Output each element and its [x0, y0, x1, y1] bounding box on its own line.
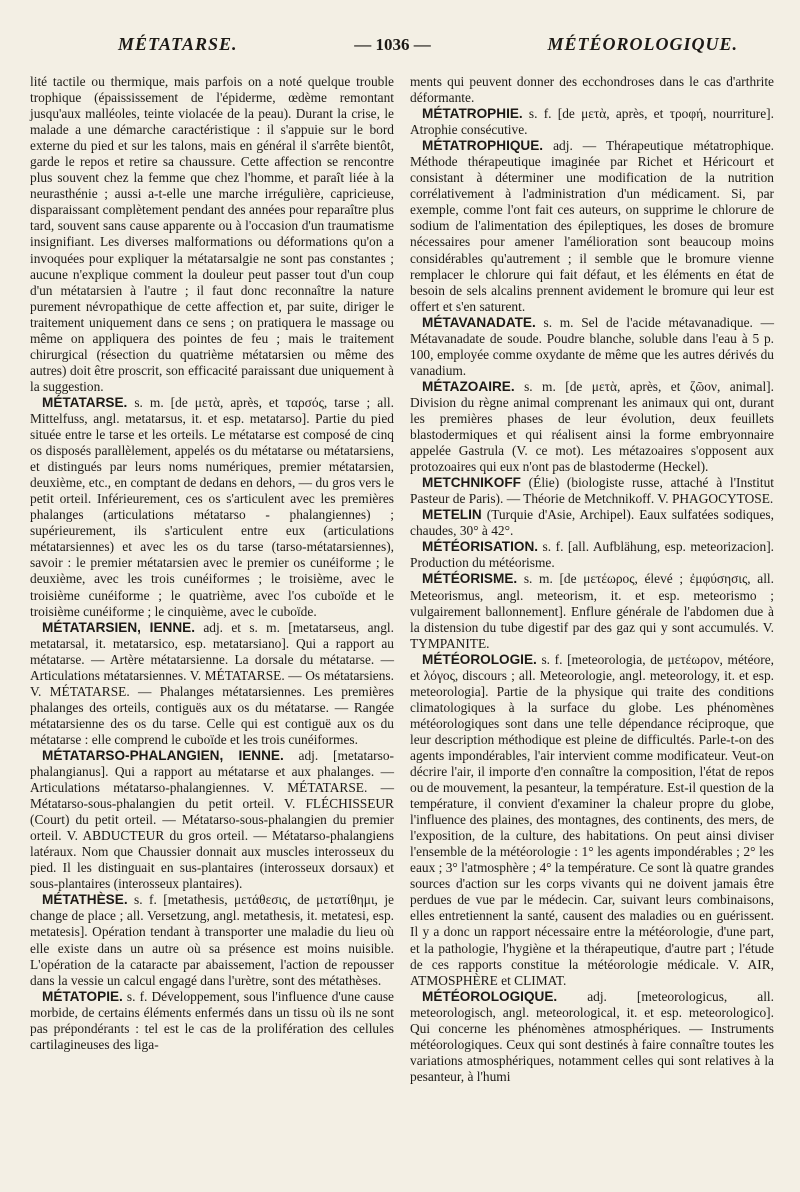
entry-definition: (Turquie d'Asie, Archipel). Eaux sulfatées sodiques, chaudes, 30° à 42°. [410, 507, 774, 539]
entry-definition: (Élie) (biologiste russe, attaché à l'Institut Pasteur de Paris). — Théorie de Metchnikoff. V. PHAGOCYTOSE. [410, 475, 774, 507]
dictionary-entry [410, 315, 774, 379]
entry-definition: s. f. Développement, sous l'influence d'une cause morbide, de certains éléments enfermés dans un tissu où ils ne sont pas prépondérants : tel est le cas de la prolifération des cellules cartilagineuses des liga- [30, 988, 394, 1052]
dictionary-entry [410, 652, 774, 989]
dictionary-entry [410, 507, 774, 539]
entry-headword: MÉTÉOROLOGIE. [422, 651, 537, 667]
continued-text: ments qui peuvent donner des ecchondroses dans le cas d'arthrite déformante. [410, 74, 774, 106]
entry-headword: MÉTATROPHIE. [422, 106, 523, 122]
entry-definition: s. f. [all. Aufblähung, esp. meteorizacion]. Production du météorisme. [410, 539, 774, 571]
entry-definition: adj. et s. m. [metatarseus, angl. metatarsal, it. metatarsico, esp. metatarsiano]. Qui a rapport au métatarse. — Artère métatarsienne. La dorsale du métatarse. — Articulations métatarsiennes. V. MÉTATARSE. — Os métatarsiens. V. MÉTATARSE. — Phalanges métatarsiennes. Les premières phalanges des orteils, contiguës aux os du métatarse. — Rangée métatarsienne des os du tarse. Celle qui est contiguë aux os du métatarse : elle comprend le cuboïde et les trois cunéiformes. [30, 619, 394, 747]
dictionary-entry [410, 379, 774, 475]
entry-definition: s. m. [de μετέωρος, élevé ; ἐμφύσησις, all. Meteorismus, angl. meteorism, it. et esp. meteorismo ; vulgairement ballonnement]. Enflure générale de l'abdomen due à la distension du tube digestif par des gaz qui y sont accumulés. V. TYMPANITE. [410, 571, 774, 651]
entry-headword: MÉTÉORISATION. [422, 539, 539, 555]
entry-definition: s. f. [meteorologia, de μετέωρον, météore, et λόγος, discours ; all. Meteorologie, angl. meteorology, it. et esp. meteorologia]. Partie de la physique qui traite des conditions climatologiques à la surface du globe. Les phénomènes météorologiques sont dans une telle dépendance réciproque, que leur description méthodique est pleine de difficultés. Parle-t-on des agents impondérables, l'air intervient comme modificateur. Veut-on décrire l'air, il importe d'en connaître la composition, l'état de repos ou de mouvement, la pesanteur, la température. Est-il question de la température, il convient d'examiner la chaleur propre du globe, l'influence des plaines, des montagnes, des continents, des mers, de l'exposition, de la culture, des habitations. On peut ainsi diviser l'ensemble de la météorologie : 1° les agents impondérables ; 2° les eaux ; 3° l'atmosphère ; 4° la température. Ce sont là quatre grandes sources d'action sur les corps vivants qui ne doivent jamais être perdues de vue par le médecin. Car, suivant leurs combinaisons, elles entretiennent la santé, causent des maladies ou en guérissent. Il y a donc un rapport nécessaire entre la météorologie, d'une part, et la pathologie, l'hygiène et la thérapeutique, d'autre part ; l'étude de ces rapports constitue la météorologie médicale. V. AIR, ATMOSPHÈRE et CLIMAT. [410, 651, 774, 988]
dictionary-entry [30, 892, 394, 988]
dictionary-entry [410, 138, 774, 315]
entry-headword: MÉTATARSO-PHALANGIEN, IENNE. [42, 747, 284, 763]
dictionary-entry [410, 571, 774, 651]
dictionary-entry [30, 989, 394, 1053]
dictionary-entry [30, 395, 394, 620]
dictionary-entry [410, 475, 774, 507]
entry-definition: adj. [metatarso-phalangianus]. Qui a rapport au métatarse et aux phalanges. — Articulations métatarso-phalangiennes. V. MÉTATARSE. — Métatarso-sous-phalangien du petit orteil. V. FLÉCHISSEUR (Court) du petit orteil. — Métatarso-sous-phalangien du premier orteil. V. ABDUCTEUR du gros orteil. — Métatarso-phalangiens latéraux. Nom que Chaussier donnait aux muscles interosseux du pied. Il les distinguait en sus-plantaires (interosseux dorsaux) et sous-plantaires (interosseux plantaires). [30, 747, 394, 892]
two-column-body [30, 74, 774, 1085]
entry-headword: METELIN [422, 507, 482, 523]
page-number: — 1036 — [354, 35, 431, 54]
entry-headword: MÉTATROPHIQUE. [422, 138, 544, 154]
entry-definition: s. f. [de μετὰ, après, et τροφή, nourriture]. Atrophie consécutive. [410, 106, 774, 138]
entry-definition: s. m. [de μετὰ, après, et ζῶον, animal]. Division du règne animal comprenant les animaux qui ont, durant les premières phases de leur évolution, deux feuillets blastodermiques et qui réalisent ainsi la forme embryonnaire appelée Gastrula (V. ce mot). Les métazoaires s'opposent aux protozoaires qui eux n'ont pas de blastoderme (Heckel). [410, 378, 774, 475]
left-column [30, 74, 394, 1085]
entry-headword: MÉTÉORISME. [422, 571, 518, 587]
entry-headword: MÉTAVANADATE. [422, 314, 536, 330]
entry-headword: MÉTATOPIE. [42, 988, 123, 1004]
entry-definition: s. m. Sel de l'acide métavanadique. — Métavanadate de soude. Poudre blanche, soluble dans l'eau à 5 p. 100, employée comme oxydante de même que les autres dérivés du vanadium. [410, 314, 774, 378]
entry-headword: METCHNIKOFF [422, 475, 521, 491]
entry-headword: MÉTATARSIEN, IENNE. [42, 619, 195, 635]
dictionary-entry [410, 989, 774, 1085]
entry-headword: MÉTAZOAIRE. [422, 378, 515, 394]
entry-definition: s. m. [de μετὰ, après, et ταρσός, tarse ; all. Mittelfuss, angl. metatarsus, it. et esp. metatarso]. Partie du pied située entre le tarse et les orteils. Le métatarse est composé de cinq os disposés parallèlement, appelés os du métatarse ou métatarsiens, et distingués par leurs noms numériques, premier métatarsien, deuxième, etc., en comptant de dedans en dehors, — du gros vers le petit orteil. Inférieurement, ces os s'articulent avec les premières phalanges (articulations métatarso - phalangiennes) ; supérieurement, ils s'articulent entre eux (articulations métatarsiennes) et avec les os du tarse (tarso-métatarsiennes), savoir : le premier métatarsien avec le premier os cunéiforme ; le deuxième, avec les trois cunéiformes ; le troisième, avec le troisième cunéiforme ; le quatrième, avec l'os cuboïde et le troisième cunéiforme ; le cinquième, avec le cuboïde. [30, 394, 394, 619]
dictionary-entry [30, 748, 394, 892]
entry-definition: adj. — Thérapeutique métatrophique. Méthode thérapeutique imaginée par Richet et Héricourt et consistant à déterminer une modification de la nutrition corrélativement à l'administration d'un médicament. Si, par exemple, comme l'ont fait ces auteurs, on supprime le chlorure de sodium de l'alimentation des épileptiques, les doses de bromure nécessaires pour amener l'amélioration sont beaucoup moins considérables qu'autrement ; il semble que le bromure vienne remplacer le chlorure qui fait défaut, et les éléments en état de besoin de sels alcalins prennent avidement le bromure qui leur est offert et s'en saturent. [410, 138, 774, 314]
entry-headword: MÉTÉOROLOGIQUE. [422, 988, 558, 1004]
entry-headword: MÉTATARSE. [42, 394, 128, 410]
entry-definition: adj. [meteorologicus, all. meteorologisch, angl. meteorological, it. et esp. meteorologico]. Qui concerne les phénomènes atmosphériques. — Instruments météorologiques. Ceux qui sont destinés à faire connaître toutes les variations atmosphériques, notamment celles qui sont relatives à la pesanteur, à l'humi [410, 988, 774, 1084]
header-left-word: MÉTATARSE. [118, 34, 238, 54]
continued-text: lité tactile ou thermique, mais parfois on a noté quelque trouble trophique (épaississement de l'épiderme, œdème remontant jusqu'aux malléoles, teinte violacée de la peau). Durant la crise, le malade a une démarche caractéristique : il s'appuie sur le bord externe du pied et sur les talons, mais en général il s'arrête bientôt, garde le repos et retire sa chaussure. Cette affection se rencontre plus souvent chez la femme que chez l'homme, et paraît liée à la neurasthénie ; aussi a-t-elle une marche irrégulière, capricieuse, disparaissant complètement pendant des années pour reparaître plus tard, souvent sans cause apparente ou à l'occasion d'un traumatisme insignifiant. Les diverses malformations ou déformations qu'on a invoquées pour expliquer la métatarsalgie ne sont pas constantes ; aucune n'explique comment la douleur peut passer tout d'un coup d'un métatarsien à l'autre ; il faut donc reconnaître la nature purement névropathique de cette affection et, par suite, diriger le traitement uniquement dans ce sens ; on pratiquera le massage ou même on appliquera des pointes de feu ; mais le traitement chirurgical (résection du quatrième métatarsien ou même des autres) doit être proscrit, son efficacité paraissant due uniquement à la suggestion. [30, 74, 394, 394]
entry-definition: s. f. [metathesis, μετάθεσις, de μετατίθημι, je change de place ; all. Versetzung, angl. metathesis, it. metatesi, esp. metatesis]. Opération tendant à transporter une maladie du lieu où elle existe dans un autre où sa présence est moins nuisible. L'opération de la cataracte par abaissement, l'action de repousser dans la vessie un calcul engagé dans l'urètre, sont des métathèses. [30, 892, 394, 988]
right-column [410, 74, 774, 1085]
entry-headword: MÉTATHÈSE. [42, 892, 128, 908]
dictionary-entry [30, 620, 394, 748]
dictionary-entry [410, 539, 774, 571]
running-header [30, 34, 774, 74]
dictionary-entry [410, 106, 774, 138]
header-right-word: MÉTÉOROLOGIQUE. [547, 34, 738, 54]
